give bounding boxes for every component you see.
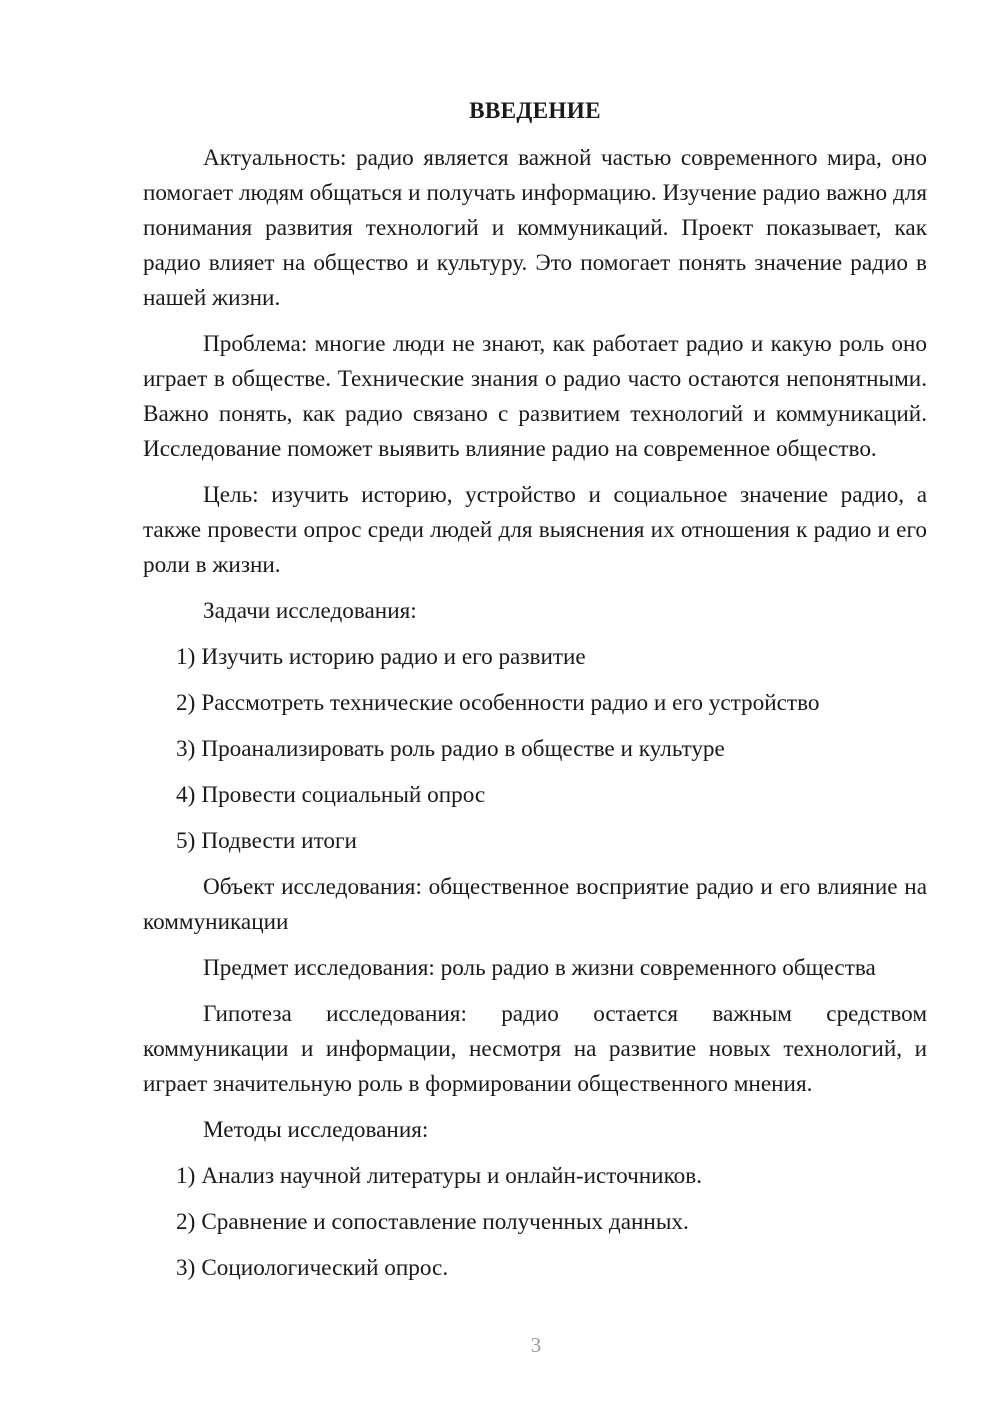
list-item <box>143 824 927 859</box>
list-item-text: Изучить историю радио и его развитие <box>201 644 586 670</box>
list-item-number: 1) <box>176 1163 196 1189</box>
methods-list <box>143 1159 927 1286</box>
relevance-paragraph: Актуальность: радио является важной частью современного мира, оно помогает людям общаться и получать информацию. Изучение радио важно для понимания развития технологий и коммуникаций. Проект показывает, как радио влияет на общество и культуру. Это помогает понять значение радио в нашей жизни. <box>143 145 927 311</box>
list-item-number: 5) <box>176 828 196 854</box>
list-item-number: 1) <box>176 644 196 670</box>
goal-paragraph: Цель: изучить историю, устройство и социальное значение радио, а также провести опрос среди людей для выяснения их отношения к радио и его роли в жизни. <box>143 482 927 578</box>
document-body <box>143 94 927 1297</box>
problem-paragraph: Проблема: многие люди не знают, как работает радио и какую роль оно играет в обществе. Технические знания о радио часто остаются непонятными. Важно понять, как радио связано с развитием технологий и коммуникаций. Исследование поможет выявить влияние радио на современное общество. <box>143 331 927 462</box>
list-item-text: Проанализировать роль радио в обществе и культуре <box>201 736 725 762</box>
list-item-text: Рассмотреть технические особенности радио и его устройство <box>201 690 820 716</box>
list-item <box>143 1159 927 1194</box>
list-item <box>143 640 927 675</box>
list-item-number: 2) <box>176 1209 196 1235</box>
list-item <box>143 732 927 767</box>
tasks-list <box>143 640 927 859</box>
subject-paragraph: Предмет исследования: роль радио в жизни современного общества <box>203 955 876 981</box>
page-title: ВВЕДЕНИЕ <box>469 98 601 124</box>
list-item-text: Сравнение и сопоставление полученных данных. <box>201 1209 689 1235</box>
tasks-label: Задачи исследования: <box>203 598 417 624</box>
methods-label: Методы исследования: <box>203 1117 429 1143</box>
list-item-text: Провести социальный опрос <box>201 782 486 808</box>
list-item-number: 3) <box>176 1255 196 1281</box>
list-item-text: Социологический опрос. <box>201 1255 449 1281</box>
list-item-text: Анализ научной литературы и онлайн-источников. <box>201 1163 703 1189</box>
list-item-number: 2) <box>176 690 196 716</box>
list-item-text: Подвести итоги <box>201 828 357 854</box>
hypothesis-paragraph: Гипотеза исследования: радио остается важным средством коммуникации и информации, несмотря на развитие новых технологий, и играет значительную роль в формировании общественного мнения. <box>143 1001 927 1097</box>
list-item <box>143 778 927 813</box>
list-item-number: 4) <box>176 782 196 808</box>
list-item-number: 3) <box>176 736 196 762</box>
object-paragraph: Объект исследования: общественное восприятие радио и его влияние на коммуникации <box>143 874 927 935</box>
list-item <box>143 1205 927 1240</box>
list-item <box>143 1251 927 1286</box>
page-number: 3 <box>530 1333 542 1357</box>
list-item <box>143 686 927 721</box>
